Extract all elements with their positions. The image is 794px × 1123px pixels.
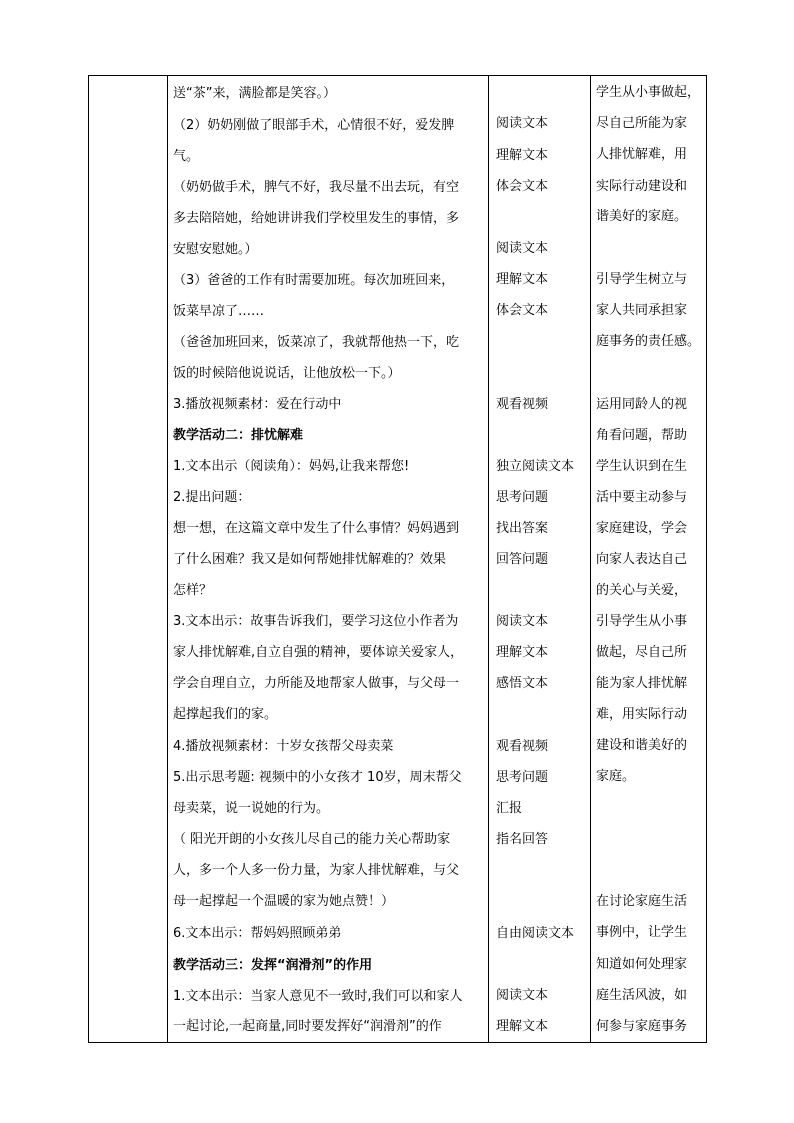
content-line: 多去陪陪她，给她讲讲我们学校里发生的事情，多 [173, 211, 460, 226]
design-intent-line: 庭生活风波，如 [596, 988, 688, 1003]
content-line: 6.文本出示：帮妈妈照顾弟弟 [173, 926, 342, 941]
content-line: 4.播放视频素材：十岁女孩帮父母卖菜 [173, 739, 394, 754]
content-line: （奶奶做手术，脾气不好，我尽量不出去玩，有空 [173, 180, 460, 195]
column-divider [488, 75, 489, 1043]
content-line: 气。 [173, 149, 200, 164]
design-intent-line: 运用同龄人的视 [596, 397, 688, 412]
design-intent-line: 实际行动建设和 [596, 179, 688, 194]
student-activity-line: 阅读文本 [496, 241, 549, 256]
student-activity-line: 理解文本 [496, 272, 549, 287]
design-intent-line: 知道如何处理家 [596, 957, 688, 972]
content-line: 饭菜早凉了…… [173, 304, 265, 319]
content-line: （ 阳光开朗的小女孩儿尽自己的能力关心帮助家 [173, 832, 451, 847]
design-intent-line: 谐美好的家庭。 [596, 209, 688, 224]
design-intent-line: 何参与家庭事务 [596, 1019, 688, 1034]
student-activity-line: 指名回答 [496, 832, 549, 847]
design-intent-line: 活中要主动参与 [596, 490, 688, 505]
student-activity-line: 回答问题 [496, 552, 549, 567]
content-line: 想一想，在这篇文章中发生了什么事情？妈妈遇到 [173, 521, 460, 536]
student-activity-line: 理解文本 [496, 645, 549, 660]
design-intent-line: 做起，尽自己所 [596, 645, 688, 660]
student-activity-line: 理解文本 [496, 1019, 549, 1034]
student-activity-line: 汇报 [496, 801, 523, 816]
content-line: 人，多一个人多一份力量，为家人排忧解难，与父 [173, 863, 460, 878]
content-line: 1.文本出示：当家人意见不一致时,我们可以和家人 [173, 989, 463, 1004]
design-intent-line: 事例中，让学生 [596, 925, 688, 940]
column-divider [167, 75, 168, 1043]
design-intent-line: 引导学生从小事 [596, 614, 688, 629]
design-intent-line: 建设和谐美好的 [596, 738, 688, 753]
design-intent-line: 能为家人排忧解 [596, 676, 688, 691]
student-activity-line: 思考问题 [496, 770, 549, 785]
content-line: 一起讨论,一起商量,同时要发挥好“润滑剂”的作 [173, 1019, 442, 1034]
student-activity-line: 体会文本 [496, 179, 549, 194]
design-intent-line: 引导学生树立与 [596, 272, 688, 287]
student-activity-line: 观看视频 [496, 739, 549, 754]
student-activity-line: 找出答案 [496, 521, 549, 536]
design-intent-line: 家庭。 [596, 769, 636, 784]
content-line: 起撑起我们的家。 [173, 707, 278, 722]
content-line: 了什么困难？我又是如何帮她排忧解难的？效果 [173, 552, 447, 567]
student-activity-line: 思考问题 [496, 490, 549, 505]
content-line: 2.提出问题： [173, 490, 251, 505]
student-activity-line: 阅读文本 [496, 988, 549, 1003]
student-activity-line: 阅读文本 [496, 614, 549, 629]
design-intent-line: 难，用实际行动 [596, 707, 688, 722]
content-line: 安慰安慰她。） [173, 242, 258, 257]
student-activity-line: 观看视频 [496, 397, 549, 412]
content-line: 3.文本出示：故事告诉我们，要学习这位小作者为 [173, 614, 459, 629]
student-activity-line: 理解文本 [496, 148, 549, 163]
design-intent-line: 在讨论家庭生活 [596, 894, 688, 909]
design-intent-line: 人排忧解难，用 [596, 147, 688, 162]
content-line: （2）奶奶刚做了眼部手术，心情很不好，爱发脾 [173, 118, 455, 133]
design-intent-line: 学生从小事做起， [596, 85, 701, 100]
student-activity-line: 自由阅读文本 [496, 926, 575, 941]
content-line: 饭的时候陪他说说话，让他放松一下。） [173, 366, 401, 381]
design-intent-line: 尽自己所能为家 [596, 116, 688, 131]
content-line: 母一起撑起一个温暖的家为她点赞！） [173, 894, 395, 909]
student-activity-line: 独立阅读文本 [496, 459, 575, 474]
content-line: 5.出示思考题: 视频中的小女孩才 10岁，周末帮父 [173, 770, 462, 785]
content-line: 3.播放视频素材：爱在行动中 [173, 397, 342, 412]
content-line: 母卖菜，说一说她的行为。 [173, 801, 330, 816]
design-intent-line: 家人共同承担家 [596, 303, 688, 318]
column-divider [590, 75, 591, 1043]
student-activity-line: 体会文本 [496, 303, 549, 318]
content-line: 教学活动二：排忧解难 [173, 428, 304, 443]
design-intent-line: 的关心与关爱， [596, 583, 688, 598]
content-line: 家人排忧解难,自立自强的精神，要体谅关爱家人， [173, 645, 464, 660]
design-intent-line: 角看问题，帮助 [596, 428, 688, 443]
content-line: 送“茶”来，满脸都是笑容。） [173, 86, 336, 101]
content-line: 学会自理自立，力所能及地帮家人做事，与父母一 [173, 676, 460, 691]
content-line: （3）爸爸的工作有时需要加班。每次加班回来， [173, 273, 455, 288]
design-intent-line: 家庭建设，学会 [596, 521, 688, 536]
design-intent-line: 庭事务的责任感。 [596, 334, 701, 349]
content-line: 怎样？ [173, 583, 213, 598]
student-activity-line: 阅读文本 [496, 116, 549, 131]
student-activity-line: 感悟文本 [496, 676, 549, 691]
design-intent-line: 向家人表达自己 [596, 552, 688, 567]
content-line: 1.文本出示（阅读角）：妈妈,让我来帮您! [173, 459, 410, 474]
design-intent-line: 学生认识到在生 [596, 459, 688, 474]
content-line: （爸爸加班回来，饭菜凉了，我就帮他热一下，吃 [173, 335, 460, 350]
content-line: 教学活动三：发挥“润滑剂”的作用 [173, 958, 373, 973]
